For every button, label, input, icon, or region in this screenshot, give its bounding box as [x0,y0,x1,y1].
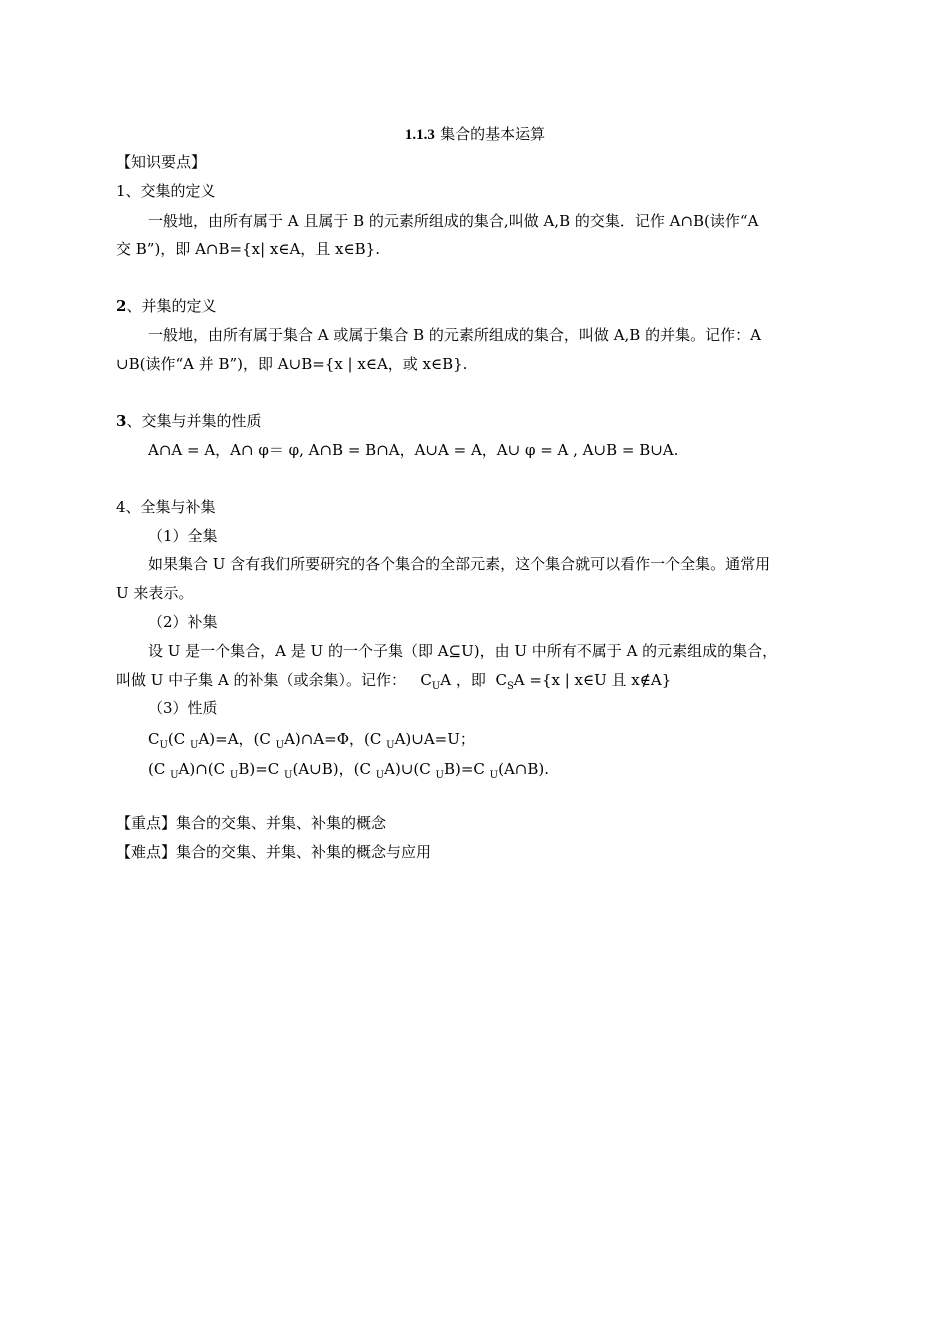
complement-a: A ，即 [440,671,491,689]
p2-d: U [229,770,239,781]
property-line-1 [148,729,475,749]
page-title [0,124,950,145]
p1-f: U [275,740,285,751]
section-1-line-2: 交 B”)，即 A∩B={x| x∈A，且 x∈B}. [116,240,380,258]
title-number: 1.1.3 [404,127,435,143]
p2-c: A)∩(C [178,760,230,778]
section-1-heading: 1、交集的定义 [116,182,216,200]
knowledge-header: 【知识要点】 [116,153,207,171]
p2-m: (A∩B). [498,760,549,778]
complement-c-s: C [495,671,507,689]
section-2-heading [116,296,216,316]
section-4-sub-1-line-1: 如果集合 U 含有我们所要研究的各个集合的全部元素，这个集合就可以看作一个全集。通常用 [148,555,771,573]
section-3-line-1: A∩A = A，A∩ φ＝ φ, A∩B = B∩A，A∪A = A，A∪ φ = A , A∪B = B∪A. [148,441,679,459]
p2-k: B)=C [443,760,490,778]
p1-b: U [159,740,168,751]
p2-g: (A∪B)，(C [292,760,376,778]
section-4-sub-2: （2）补集 [148,613,218,631]
p2-l: U [489,770,499,781]
title-text: 集合的基本运算 [440,125,546,143]
section-4-sub-1: （1）全集 [148,527,218,545]
p2-j: U [435,770,444,781]
p1-e: A)=A，(C [198,730,276,748]
property-line-2 [148,759,549,779]
p2-f: U [284,770,293,781]
key-point: 【重点】集合的交集、并集、补集的概念 [116,814,387,832]
complement-set: A ={x | x∈U 且 x∉A} [513,671,672,689]
p1-i: A)∪A=U； [394,730,475,748]
section-4-heading: 4、全集与补集 [116,498,216,516]
complement-text: 叫做 U 中子集 A 的补集（或余集）。记作： [116,671,407,689]
section-2-line-1: 一般地，由所有属于集合 A 或属于集合 B 的元素所组成的集合，叫做 A,B 的并集。记作：A [148,326,761,344]
p1-h: U [386,740,395,751]
p1-a: C [148,730,160,748]
section-4-sub-1-line-2: U 来表示。 [116,584,194,602]
p1-c: (C [167,730,191,748]
section-4-sub-2-line-1: 设 U 是一个集合，A 是 U 的一个子集（即 A⊆U)，由 U 中所有不属于 A 的元素组成的集合， [148,642,778,660]
p1-d: U [190,740,199,751]
section-3-heading-text: 、交集与并集的性质 [126,412,262,430]
section-4-sub-2-line-2 [116,670,671,690]
p2-b: U [170,770,179,781]
section-2-line-2: ∪B(读作“A 并 B”)，即 A∪B={x | x∈A，或 x∈B}. [116,355,468,373]
p1-g: A)∩A=Φ，(C [284,730,387,748]
difficulty: 【难点】集合的交集、并集、补集的概念与应用 [116,843,432,861]
section-1-line-1: 一般地，由所有属于 A 且属于 B 的元素所组成的集合,叫做 A,B 的交集．记作 A∩B(读作“A [148,212,759,230]
section-2-number: 2 [116,297,127,315]
p2-a: (C [148,760,171,778]
complement-sub-s: S [506,681,514,692]
complement-c: C [420,671,432,689]
section-3-number: 3 [116,412,127,430]
p2-h: U [375,770,385,781]
complement-sub-u: U [431,681,441,692]
section-2-heading-text: 、并集的定义 [126,297,217,315]
p2-i: A)∪(C [384,760,436,778]
section-3-heading [116,411,261,431]
p2-e: B)=C [238,760,285,778]
section-4-sub-3: （3）性质 [148,699,218,717]
